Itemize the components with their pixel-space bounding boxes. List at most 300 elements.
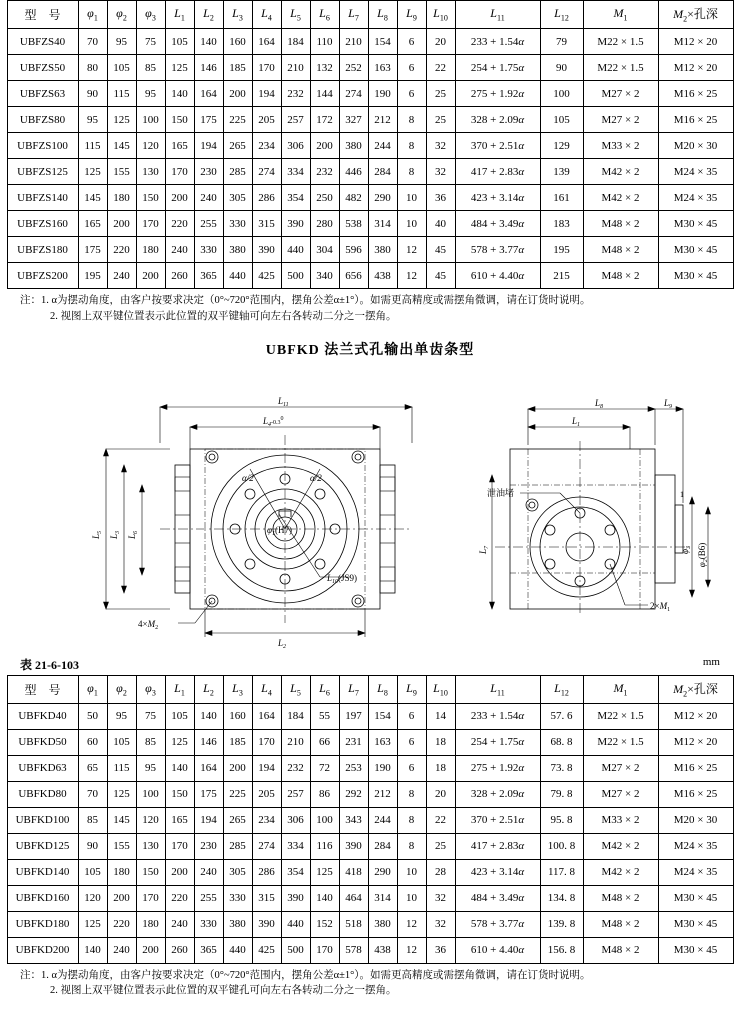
cell-value: 20 [426,29,455,55]
col-header-m1: $M_1$ [583,1,658,29]
col-header-l10: $L_{10}$ [426,675,455,703]
label-phi3: $\varphi_3$ [680,545,692,554]
cell-value: 140 [165,755,194,781]
cell-value: 200 [107,885,136,911]
cell-value: 290 [368,185,397,211]
cell-value: 244 [368,807,397,833]
cell-value: M22 × 1.5 [583,703,658,729]
cell-value: 306 [281,807,310,833]
cell-value: 438 [368,263,397,289]
cell-value: 578 [339,937,368,963]
cell-value: 200 [136,263,165,289]
cell-value: 6 [397,729,426,755]
cell-value: 390 [252,237,281,263]
cell-model: UBFKD200 [7,937,78,963]
cell-value: M48 × 2 [583,885,658,911]
label-L9: $L_9$ [664,397,673,410]
notes-block-1 [20,293,720,325]
cell-value: 140 [194,29,223,55]
cell-value: 195 [78,263,107,289]
cell-model: UBFZS140 [7,185,78,211]
cell-value: 180 [136,911,165,937]
cell-value: M48 × 2 [583,237,658,263]
cell-model: UBFZS80 [7,107,78,133]
cell-value: 286 [252,185,281,211]
cell-value: 156. 8 [540,937,583,963]
label-alpha-half-right: α/2 [310,472,322,483]
cell-value: 79. 8 [540,781,583,807]
cell-value: 200 [107,211,136,237]
cell-value: 6 [397,55,426,81]
cell-value: 438 [368,937,397,963]
cell-model: UBFZS200 [7,263,78,289]
cell-value: 230 [194,833,223,859]
cell-value: 328 + 2.09α [455,781,540,807]
cell-value: 175 [194,781,223,807]
cell-value: 100 [310,807,339,833]
cell-value: 418 [339,859,368,885]
cell-value: 164 [194,755,223,781]
cell-value: 145 [78,185,107,211]
cell-value: 95 [136,81,165,107]
cell-value: 115 [107,755,136,781]
cell-value: 36 [426,937,455,963]
cell-value: 125 [310,859,339,885]
cell-value: 145 [107,133,136,159]
col-header-model: 型 号 [7,1,78,29]
table-row [7,833,733,859]
cell-value: 210 [281,55,310,81]
cell-value: 90 [78,81,107,107]
col-header-m2: $M_2\times$孔深 [658,1,733,29]
cell-value: 231 [339,729,368,755]
cell-model: UBFKD100 [7,807,78,833]
cell-value: 170 [136,885,165,911]
cell-value: 120 [136,133,165,159]
cell-value: 380 [339,133,368,159]
cell-value: 233 + 1.54α [455,29,540,55]
label-L4: $L_4^{-0.30}$ [263,415,284,428]
cell-value: M20 × 30 [658,133,733,159]
cell-value: 240 [194,859,223,885]
cell-value: 340 [310,263,339,289]
cell-value: 12 [397,263,426,289]
cell-value: 284 [368,833,397,859]
label-L10: $L_{10}(JS9)$ [327,572,358,585]
cell-value: M22 × 1.5 [583,55,658,81]
cell-value: 180 [107,859,136,885]
cell-value: 315 [252,885,281,911]
cell-value: 370 + 2.51α [455,807,540,833]
label-L3: $L_3$ [109,530,121,539]
cell-value: M24 × 35 [658,185,733,211]
col-header-l6: $L_6$ [310,675,339,703]
cell-model: UBFKD125 [7,833,78,859]
cell-value: M30 × 45 [658,237,733,263]
table-row [7,211,733,237]
section-title: UBFKD 法兰式孔输出单齿条型 [265,342,475,358]
cell-value: 144 [310,81,339,107]
cell-value: 85 [78,807,107,833]
cell-value: 6 [397,703,426,729]
cell-value: 240 [165,237,194,263]
cell-value: 183 [540,211,583,237]
label-bore-phi1: $\varphi_1(H7)$ [267,524,292,537]
cell-value: 150 [165,107,194,133]
cell-value: 423 + 3.14α [455,859,540,885]
cell-value: 22 [426,807,455,833]
cell-value: M48 × 2 [583,911,658,937]
cell-value: 146 [194,55,223,81]
cell-value: 134. 8 [540,885,583,911]
cell-value: 230 [194,159,223,185]
cell-value: 45 [426,263,455,289]
cell-value: 100 [136,107,165,133]
cell-value: M33 × 2 [583,133,658,159]
col-header-l10: $L_{10}$ [426,1,455,29]
cell-value: 484 + 3.49α [455,885,540,911]
cell-value: 275 + 1.92α [455,81,540,107]
cell-value: 190 [368,755,397,781]
cell-value: M48 × 2 [583,937,658,963]
cell-value: 150 [165,781,194,807]
cell-value: 140 [165,81,194,107]
cell-value: 417 + 2.83α [455,833,540,859]
col-header-l5: $L_5$ [281,1,310,29]
cell-value: 205 [252,781,281,807]
label-drain-plug: 泄油堵 [487,487,515,498]
col-header-phi3: $\varphi_3$ [136,675,165,703]
col-header-l12: $L_{12}$ [540,1,583,29]
cell-value: 170 [252,55,281,81]
cell-value: 95 [78,107,107,133]
cell-value: 110 [310,29,339,55]
label-L1: $L_1$ [572,415,581,428]
cell-value: M27 × 2 [583,107,658,133]
cell-value: 6 [397,29,426,55]
cell-value: 260 [165,263,194,289]
cell-value: 260 [165,937,194,963]
cell-value: 200 [310,133,339,159]
cell-value: 610 + 4.40α [455,263,540,289]
cell-value: 129 [540,133,583,159]
cell-value: 10 [397,885,426,911]
cell-value: M42 × 2 [583,159,658,185]
cell-value: 257 [281,781,310,807]
cell-model: UBFKD160 [7,885,78,911]
cell-value: 125 [78,911,107,937]
cell-value: 417 + 2.83α [455,159,540,185]
cell-value: 425 [252,937,281,963]
cell-value: 73. 8 [540,755,583,781]
cell-value: 484 + 3.49α [455,211,540,237]
col-header-l3: $L_3$ [223,1,252,29]
cell-value: M22 × 1.5 [583,729,658,755]
cell-value: 365 [194,263,223,289]
cell-value: 170 [310,937,339,963]
cell-value: 140 [194,703,223,729]
cell-value: 250 [310,185,339,211]
cell-value: 285 [223,159,252,185]
cell-value: 254 + 1.75α [455,729,540,755]
cell-value: 125 [165,55,194,81]
cell-value: 380 [223,237,252,263]
cell-value: 139. 8 [540,911,583,937]
cell-value: 105 [540,107,583,133]
cell-value: 578 + 3.77α [455,237,540,263]
col-header-l8: $L_8$ [368,675,397,703]
cell-value: 265 [223,133,252,159]
cell-value: 538 [339,211,368,237]
cell-value: 328 + 2.09α [455,107,540,133]
cell-value: 518 [339,911,368,937]
cell-value: 70 [78,781,107,807]
table-row [7,263,733,289]
cell-value: 120 [136,807,165,833]
cell-value: 20 [426,781,455,807]
cell-value: 65 [78,755,107,781]
table-header-row [7,675,733,703]
table-row [7,159,733,185]
cell-value: 194 [252,755,281,781]
cell-value: 390 [339,833,368,859]
cell-value: 274 [252,833,281,859]
cell-value: 161 [540,185,583,211]
cell-value: 140 [78,937,107,963]
cell-model: UBFZS40 [7,29,78,55]
cell-value: 423 + 3.14α [455,185,540,211]
col-header-l4: $L_4$ [252,1,281,29]
cell-value: 500 [281,263,310,289]
cell-value: M30 × 45 [658,937,733,963]
cell-value: 200 [165,859,194,885]
cell-value: 390 [252,911,281,937]
cell-value: 86 [310,781,339,807]
cell-value: 390 [281,885,310,911]
label-4xM2: $4\times M_2$ [138,618,159,631]
cell-value: 165 [165,133,194,159]
cell-value: 305 [223,859,252,885]
col-header-phi2: $\varphi_2$ [107,675,136,703]
cell-value: 285 [223,833,252,859]
cell-value: 365 [194,937,223,963]
cell-value: 32 [426,885,455,911]
cell-value: 254 + 1.75α [455,55,540,81]
cell-value: 66 [310,729,339,755]
cell-value: 160 [223,703,252,729]
cell-value: 305 [223,185,252,211]
cell-value: 170 [165,159,194,185]
cell-value: 232 [310,159,339,185]
cell-value: 163 [368,729,397,755]
table-body [7,29,733,289]
cell-value: M27 × 2 [583,781,658,807]
table-unit: mm [702,655,720,668]
cell-value: 10 [397,211,426,237]
label-alpha-half-left: α/2 [242,472,254,483]
cell-value: 500 [281,937,310,963]
cell-value: 125 [107,781,136,807]
table-body [7,703,733,963]
cell-value: 145 [107,807,136,833]
cell-value: 40 [426,211,455,237]
notes-block-2 [20,968,720,1000]
cell-value: 255 [194,885,223,911]
cell-value: 440 [281,237,310,263]
cell-value: 170 [136,211,165,237]
cell-value: 132 [310,55,339,81]
cell-value: 252 [339,55,368,81]
cell-value: 60 [78,729,107,755]
label-L7: $L_7$ [478,545,490,554]
cell-value: 95. 8 [540,807,583,833]
cell-model: UBFKD140 [7,859,78,885]
cell-value: 154 [368,703,397,729]
cell-value: 440 [223,263,252,289]
table-row [7,107,733,133]
cell-value: M12 × 20 [658,729,733,755]
cell-value: 220 [165,211,194,237]
cell-value: 482 [339,185,368,211]
col-header-l9: $L_9$ [397,675,426,703]
col-header-phi2: $\varphi_2$ [107,1,136,29]
cell-value: 315 [252,211,281,237]
cell-value: 85 [136,55,165,81]
cell-value: 18 [426,755,455,781]
cell-value: 306 [281,133,310,159]
cell-value: 25 [426,833,455,859]
col-header-l11: $L_{11}$ [455,675,540,703]
cell-value: 210 [339,29,368,55]
cell-value: M16 × 25 [658,107,733,133]
cell-value: 105 [78,859,107,885]
cell-value: 304 [310,237,339,263]
table-row [7,885,733,911]
cell-value: 232 [281,755,310,781]
cell-value: 354 [281,859,310,885]
cell-value: 185 [223,729,252,755]
cell-value: M30 × 45 [658,263,733,289]
cell-value: 225 [223,107,252,133]
drawing-svg [20,365,720,650]
cell-model: UBFZS125 [7,159,78,185]
cell-value: 150 [136,185,165,211]
cell-value: 100 [540,81,583,107]
cell-value: 32 [426,159,455,185]
cell-value: 656 [339,263,368,289]
label-phi2: $\varphi_2(B6)$ [697,542,709,567]
cell-value: 210 [281,729,310,755]
cell-value: 170 [165,833,194,859]
cell-value: 195 [540,237,583,263]
col-header-m1: $M_1$ [583,675,658,703]
cell-value: 175 [194,107,223,133]
cell-value: 105 [107,55,136,81]
cell-value: 28 [426,859,455,885]
cell-value: 220 [107,237,136,263]
cell-value: 75 [136,703,165,729]
cell-value: 275 + 1.92α [455,755,540,781]
cell-value: 8 [397,159,426,185]
cell-value: 140 [310,885,339,911]
cell-value: M42 × 2 [583,185,658,211]
cell-value: 155 [107,833,136,859]
col-header-m2: $M_2\times$孔深 [658,675,733,703]
table-row [7,237,733,263]
cell-value: M16 × 25 [658,755,733,781]
table-row [7,29,733,55]
cell-value: 255 [194,211,223,237]
col-header-model: 型 号 [7,675,78,703]
table-row [7,55,733,81]
col-header-l1: $L_1$ [165,675,194,703]
cell-value: 130 [136,159,165,185]
cell-value: 130 [136,833,165,859]
col-header-l3: $L_3$ [223,675,252,703]
cell-value: 234 [252,807,281,833]
table-caption: 表 21-6-103 [20,657,79,672]
cell-value: 380 [223,911,252,937]
cell-value: 154 [368,29,397,55]
cell-value: 194 [194,133,223,159]
cell-value: 232 [281,81,310,107]
cell-value: 274 [339,81,368,107]
cell-value: 175 [78,237,107,263]
cell-value: 55 [310,703,339,729]
cell-value: 90 [78,833,107,859]
col-header-l7: $L_7$ [339,675,368,703]
cell-value: 390 [281,211,310,237]
cell-value: 284 [368,159,397,185]
cell-value: 18 [426,729,455,755]
cell-value: 163 [368,55,397,81]
cell-value: 220 [107,911,136,937]
cell-value: 25 [426,81,455,107]
cell-value: 116 [310,833,339,859]
cell-value: 334 [281,833,310,859]
cell-value: M24 × 35 [658,159,733,185]
cell-value: 380 [368,911,397,937]
col-header-l2: $L_2$ [194,1,223,29]
table-row [7,937,733,963]
cell-value: 596 [339,237,368,263]
col-header-l1: $L_1$ [165,1,194,29]
cell-value: 194 [194,807,223,833]
cell-value: 115 [78,133,107,159]
cell-value: 100 [136,781,165,807]
cell-value: 120 [78,885,107,911]
cell-value: 80 [78,55,107,81]
cell-value: 14 [426,703,455,729]
table-row [7,781,733,807]
cell-value: 180 [107,185,136,211]
cell-value: 164 [252,703,281,729]
cell-value: 200 [136,937,165,963]
cell-value: 150 [136,859,165,885]
note-2-line-2: 2. 视图上双平键位置表示此位置的双平键孔可向左右各转动二分之一摆角。 [50,985,397,997]
cell-value: M16 × 25 [658,781,733,807]
col-header-l2: $L_2$ [194,675,223,703]
cell-value: M30 × 45 [658,911,733,937]
cell-value: 200 [165,185,194,211]
cell-value: 90 [540,55,583,81]
cell-value: 25 [426,107,455,133]
cell-value: 233 + 1.54α [455,703,540,729]
cell-value: 100. 8 [540,833,583,859]
cell-value: 286 [252,859,281,885]
cell-value: M20 × 30 [658,807,733,833]
cell-value: 280 [310,211,339,237]
